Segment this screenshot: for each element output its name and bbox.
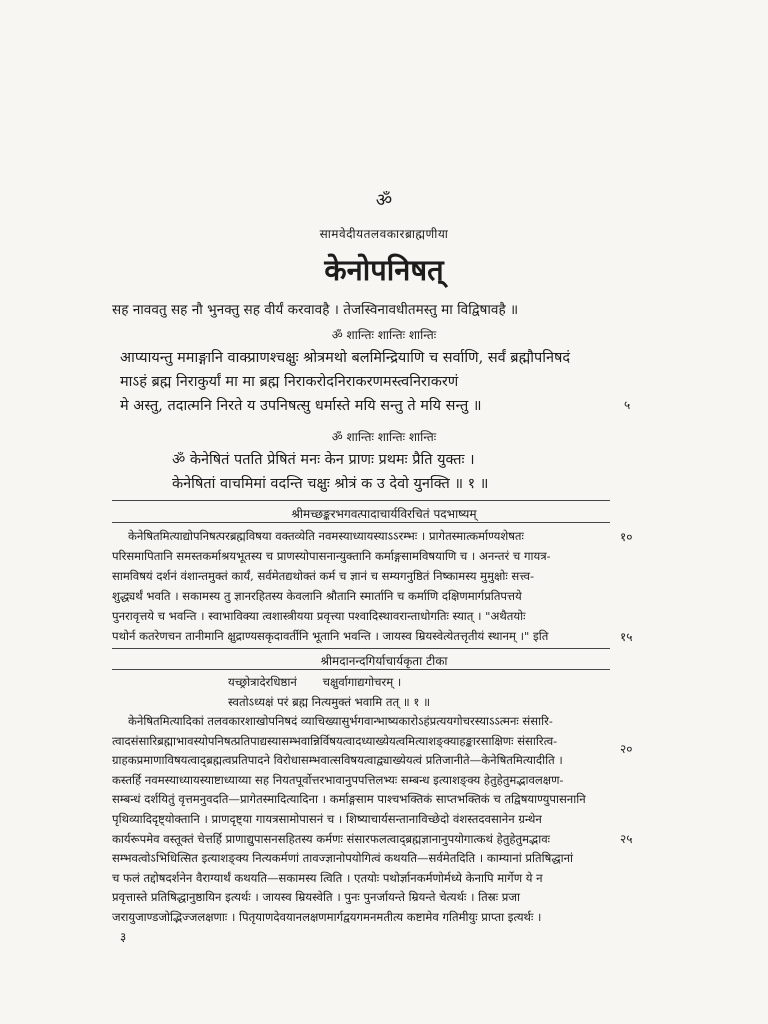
margin-line-number: २५: [620, 832, 633, 846]
margin-line-number: २०: [620, 742, 633, 756]
tika-verse-line: स्वतोऽध्यक्षं परं ब्रह्म नित्यमुक्तं भवामि तत् ॥ १ ॥: [228, 695, 431, 709]
tika-line: सम्बन्धं दर्शयितुं वृत्तमनुवदति—प्रागेतस्मादित्यादिना । कर्माङ्गसाम पाश्चभक्तिकं साप्तभक्तिकं च तद्विषयाण्युपासनानि: [112, 792, 586, 807]
bhashya-line: केनेषितमित्याद्योपनिषत्परब्रह्मविषया वक्तव्येति नवमस्याध्यायस्याऽऽरम्भः । प्रागेतस्मात्कर्माण्यशेषतः: [128, 529, 524, 543]
verse-line: आप्यायन्तु ममाङ्गानि वाक्प्राणश्चक्षुः श्रोत्रमथो बलमिन्द्रियाणि च सर्वाणि, सर्वं ब्रह्मौपनिषदं: [120, 350, 571, 366]
tika-line: ग्राहकप्रमाणाविषयत्वाद्ब्रह्मत्वप्रतिपादने विरोधासम्भवात्सविषयत्वाद्व्याख्येयत्वं प्रतिजानीते—केनेषितमित्यादीति ।: [112, 753, 563, 768]
bhashya-line: पुनरावृत्तये च भवन्ति । स्वाभाविक्या त्वशास्त्रीयया प्रवृत्त्या पश्वादिस्थावरान्ताधोगतिः स्यात् । "अथैतयोः: [112, 609, 526, 623]
tika-text: [112, 712, 610, 928]
bhashya-line: पथोर्न कतरेणचन तानीमानि क्षुद्राण्यसकृदावर्तीनि भूतानि भवन्ति । जायस्व म्रियस्वेत्येतत्तृतीयं स्थानम् ।" इति: [112, 629, 549, 643]
bhashya-line: सामविषयं दर्शनं वंशान्तमुक्तं कार्यं, सर्वमेतद्यथोक्तं कर्म च ज्ञानं च सम्यगनुष्ठितं निष्कामस्य मुमुक्षोः सत्त्व-: [112, 569, 535, 583]
divider: [112, 669, 610, 670]
bhashya-heading: श्रीमच्छङ्करभगवत्पादाचार्यविरचितं पदभाष्यम्: [291, 507, 477, 521]
tika-line: कस्तर्हि नवमस्याध्यायस्याष्टाध्याय्या सह नियतपूर्वोत्तरभावानुपपत्तिलभ्यः सम्बन्ध इत्याशङ्क्य हेतुहेतुमद्भावलक्षण-: [112, 772, 564, 787]
mantra-line: ॐ केनेषितं पतति प्रेषितं मनः केन प्राणः प्रथमः प्रैति युक्तः ।: [172, 452, 475, 468]
verse-line: माऽहं ब्रह्म निराकुर्यां मा मा ब्रह्म निराकरोदनिराकरणमस्त्वनिराकरणं: [120, 374, 459, 390]
tika-verse: [228, 672, 588, 712]
bhashya-line: परिसमापितानि समस्तकर्माश्रयभूतस्य च प्राणस्योपासनान्युक्तानि कर्माङ्गसामविषयाणि च । अनन्तरं च गायत्र-: [112, 549, 551, 563]
om-symbol: ॐ: [375, 190, 393, 211]
shanti-line-1: ॐ शान्तिः शान्तिः शान्तिः: [331, 328, 437, 342]
margin-line-number: १५: [620, 630, 633, 644]
tika-line: कार्यरूपमेव वस्तूक्तं चेत्तर्हि प्राणाद्युपासनसहितस्य कर्मणः संसारफलत्वाद्ब्रह्मज्ञानानुपयोगात्कथं हेतुहेतुमद्भावः: [112, 831, 550, 846]
mantra-line: केनेषितां वाचमिमां वदन्ति चक्षुः श्रोत्रं क उ देवो युनक्ति ॥ १ ॥: [172, 476, 489, 492]
verse-line: मे अस्तु, तदात्मनि निरते य उपनिषत्सु धर्मास्ते मयि सन्तु ते मयि सन्तु ॥: [120, 398, 482, 414]
margin-line-number: ५: [624, 398, 631, 412]
tika-line: केनेषितमित्यादिकां तलवकारशाखोपनिषदं व्याचिख्यासुर्भगवान्भाष्यकारोऽहंप्रत्ययगोचरस्याऽऽत्मनः संसारि-: [128, 714, 553, 728]
tika-heading: श्रीमदानन्दगिर्याचार्यकृता टीका: [320, 654, 448, 668]
shanti-line-2: ॐ शान्तिः शान्तिः शान्तिः: [331, 430, 437, 444]
shanti-opening: सह नाववतु सह नौ भुनक्तु सह वीर्यं करवावहै । तेजस्विनावधीतमस्तु मा विद्विषावहै ॥: [112, 302, 519, 318]
divider: [112, 500, 610, 501]
margin-line-number: १०: [620, 530, 633, 544]
apyayantu-verse: [120, 346, 610, 418]
page-footer-number: ३: [120, 930, 127, 944]
mantra-1: [172, 448, 602, 496]
divider: [112, 648, 610, 649]
tika-line: प्रवृत्तास्ते प्रतिषिद्धानुष्ठायिन इत्यर्थः । जायस्व म्रियस्वेति । पुनः पुनर्जायन्ते म्रियन्ते चेत्यर्थः । तिस्रः प्रजा: [112, 890, 520, 905]
divider: [112, 522, 610, 523]
bhashya-text: [112, 526, 610, 646]
tika-line: त्वादसंसारिब्रह्माभावस्योपनिषत्प्रतिपाद्यस्यासम्भवान्निर्विषयत्वादध्याख्येयत्वमित्याशङ्क्याहङ्कारसाक्षिणः संसारित्व-: [112, 733, 558, 748]
tika-verse-line: यच्छ्रोत्रादेरधिष्ठानं चक्षुर्वागाद्यगोचरम् ।: [228, 675, 402, 689]
tika-line: पृथिव्यादिदृष्ट्योक्तानि । प्राणदृष्ट्या गायत्रसामोपासनं च । शिष्याचार्यसन्तानाविच्छेदो वंशस्तदवसानेन ग्रन्थेन: [112, 811, 542, 826]
tika-line: जरायुजाण्डजोद्भिज्जलक्षणाः । पितृयाणदेवयानलक्षणमार्गद्वयगमनमतीत्य कष्टामेव गतिमीयुः प्राप्ता इत्यर्थः ।: [112, 909, 542, 924]
tika-line: सम्भवत्वोऽभिधित्सित इत्याशङ्क्य नित्यकर्मणां तावज्ज्ञानोपयोगित्वं कथयति—सर्वमेतदिति । काम्यानां प्रतिषिद्धानां: [112, 851, 574, 866]
bhashya-line: शुद्ध्यर्थं भवति । सकामस्य तु ज्ञानरहितस्य केवलानि श्रौतानि स्मार्तानि च कर्माणि दक्षिणमार्गप्रतिपत्तये: [112, 589, 522, 603]
tika-line: च फलं तद्दोषदर्शनेन वैराग्यार्थं कथयति—सकामस्य त्विति । एतयोः पथोर्ज्ञानकर्मणोर्मध्ये केनापि मार्गेण ये न: [112, 870, 543, 885]
subtitle: सामवेदीयतलवकारब्राह्मणीया: [319, 227, 449, 241]
page-title: केनोपनिषत्: [324, 253, 444, 287]
